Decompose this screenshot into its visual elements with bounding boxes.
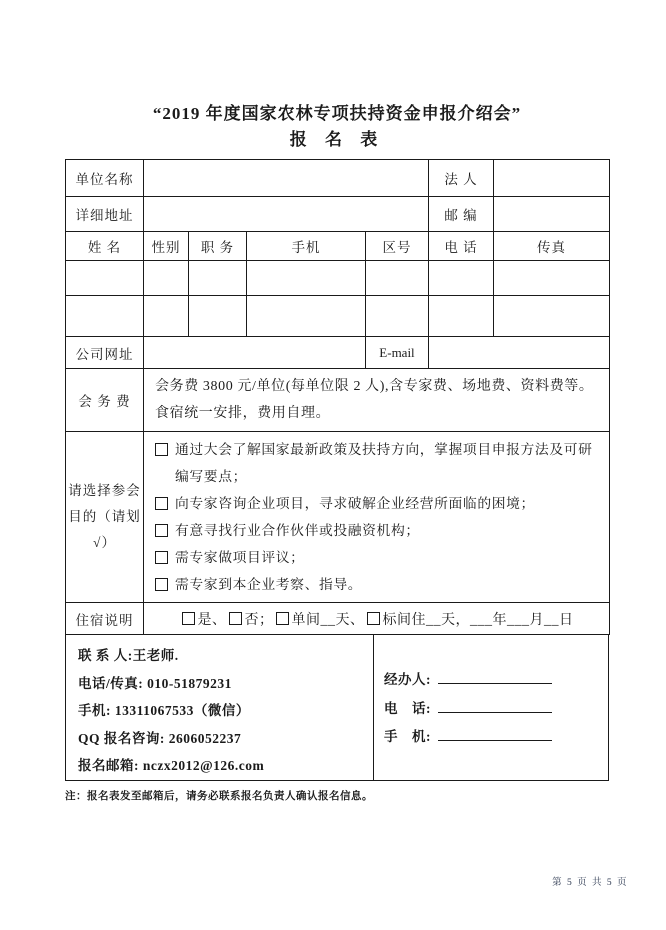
handler-name-field xyxy=(384,666,608,695)
address-row xyxy=(66,197,610,232)
attendee-header-position: 职 务 xyxy=(189,232,247,261)
attendee-cell xyxy=(144,261,189,296)
checkbox-icon xyxy=(229,612,242,625)
attendee-header-phone: 电 话 xyxy=(429,232,494,261)
handler-mobile-label: 手 机: xyxy=(384,729,431,744)
purpose-label: 请选择参会目的（请划√） xyxy=(66,432,144,603)
fee-row xyxy=(66,369,610,432)
website-label: 公司网址 xyxy=(66,337,144,369)
attendee-row-2 xyxy=(66,296,610,337)
handler-name-blank xyxy=(438,671,552,684)
address-label: 详细地址 xyxy=(66,197,144,232)
zip-label: 邮 编 xyxy=(429,197,494,232)
purpose-row xyxy=(66,432,610,603)
attendee-header-gender: 性别 xyxy=(144,232,189,261)
attendee-cell xyxy=(66,261,144,296)
contact-mobile-line: 手机: 13311067533（微信） xyxy=(78,703,250,718)
unit-name-value-cell xyxy=(144,160,429,197)
purpose-option xyxy=(155,490,603,517)
contact-section xyxy=(65,635,609,781)
purpose-option-text: 向专家咨询企业项目，寻求破解企业经营所面临的困境； xyxy=(175,496,535,511)
attendee-row-1 xyxy=(66,261,610,296)
form-subtitle: 报 名 表 xyxy=(289,130,385,149)
attendee-cell xyxy=(66,296,144,337)
email-value-cell xyxy=(429,337,610,369)
attendee-cell xyxy=(189,261,247,296)
attendee-cell xyxy=(189,296,247,337)
website-row xyxy=(66,337,610,369)
checkbox-icon xyxy=(276,612,289,625)
handler-phone-label: 电 话: xyxy=(384,700,431,716)
note-text: 注：报名表发至邮箱后，请务必联系报名负责人确认报名信息。 xyxy=(65,791,373,802)
purpose-options-list xyxy=(144,432,609,602)
attendee-header-mobile: 手机 xyxy=(247,232,366,261)
checkbox-icon xyxy=(155,551,168,564)
fee-text-cell xyxy=(144,369,610,432)
contact-phone-fax-line: 电话/传真: 010-51879231 xyxy=(78,675,232,691)
purpose-option-text: 需专家做项目评议； xyxy=(175,550,305,565)
lodging-label: 住宿说明 xyxy=(66,603,144,635)
registration-table xyxy=(65,159,610,635)
checkbox-icon xyxy=(182,612,195,625)
handler-fields xyxy=(374,635,608,780)
handler-phone-blank xyxy=(438,700,552,713)
legal-person-value-cell xyxy=(494,160,610,197)
purpose-option xyxy=(155,544,603,571)
fee-label: 会 务 费 xyxy=(66,369,144,432)
lodging-row xyxy=(66,603,610,635)
website-value-cell xyxy=(144,337,366,369)
purpose-option xyxy=(155,571,603,598)
lodging-segment: 是、 xyxy=(197,612,227,628)
contact-email-line: 报名邮箱: nczx2012@126.com xyxy=(78,758,265,773)
checkbox-icon xyxy=(367,612,380,625)
purpose-option-text: 需专家到本企业考察、指导。 xyxy=(175,577,363,592)
purpose-option xyxy=(155,517,603,544)
lodging-segment: 否； xyxy=(244,612,274,628)
attendee-cell xyxy=(366,261,429,296)
attendee-cell xyxy=(366,296,429,337)
attendee-cell xyxy=(429,296,494,337)
purpose-options-cell xyxy=(144,432,610,603)
handler-name-label: 经办人: xyxy=(384,672,431,687)
purpose-option-text: 有意寻找行业合作伙伴或投融资机构； xyxy=(175,523,420,538)
attendee-cell xyxy=(494,296,610,337)
contact-qq-line: QQ 报名咨询: 2606052237 xyxy=(78,730,242,746)
attendee-cell xyxy=(429,261,494,296)
checkbox-icon xyxy=(155,497,168,510)
checkbox-icon xyxy=(155,578,168,591)
unit-name-row xyxy=(66,160,610,197)
attendee-cell xyxy=(247,261,366,296)
address-value-cell xyxy=(144,197,429,232)
lodging-segment: 单间__天、 xyxy=(291,612,365,628)
unit-name-label: 单位名称 xyxy=(66,160,144,197)
page-title: “2019 年度国家农林专项扶持资金申报介绍会” xyxy=(152,104,522,123)
handler-phone-field xyxy=(384,695,608,724)
purpose-option xyxy=(155,436,603,490)
fee-text: 会务费 3800 元/单位(每单位限 2 人),含专家费、场地费、资料费等。食宿统一安排，费用自理。 xyxy=(155,379,594,421)
lodging-segment: 标间住__天，___年___月__日 xyxy=(382,612,574,628)
attendee-header-fax: 传真 xyxy=(494,232,610,261)
attendee-header-areacode: 区号 xyxy=(366,232,429,261)
attendee-header-row xyxy=(66,232,610,261)
handler-mobile-field xyxy=(384,723,608,752)
lodging-cell xyxy=(144,603,610,635)
attendee-cell xyxy=(494,261,610,296)
form-content xyxy=(65,0,609,803)
email-label: E-mail xyxy=(366,337,429,369)
page-number: 第 5 页 共 5 页 xyxy=(552,878,628,888)
purpose-option-text: 通过大会了解国家最新政策及扶持方向，掌握项目申报方法及可研编写要点； xyxy=(175,442,593,484)
zip-value-cell xyxy=(494,197,610,232)
checkbox-icon xyxy=(155,443,168,456)
contact-person-line: 联 系 人:王老师. xyxy=(78,648,179,663)
checkbox-icon xyxy=(155,524,168,537)
attendee-cell xyxy=(144,296,189,337)
legal-person-label: 法 人 xyxy=(429,160,494,197)
lodging-text xyxy=(144,609,609,629)
handler-mobile-blank xyxy=(438,728,552,741)
contact-info xyxy=(66,635,374,780)
attendee-header-name: 姓 名 xyxy=(66,232,144,261)
attendee-cell xyxy=(247,296,366,337)
